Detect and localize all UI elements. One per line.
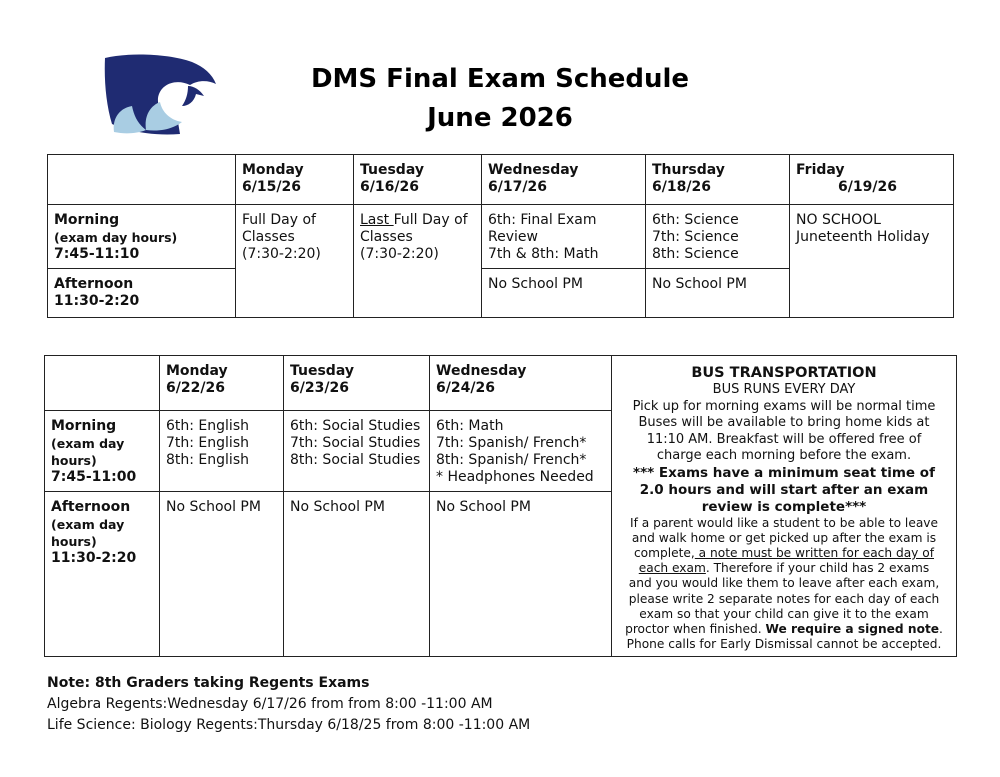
week2-day-header: Tuesday 6/23/26 [284,356,430,411]
week1-day-header: Wednesday 6/17/26 [482,155,646,205]
week1-schedule-table [47,154,954,318]
week1-day-header: Friday 6/19/26 [790,155,954,205]
week1-monday-cell: Full Day of Classes (7:30-2:20) [236,205,354,318]
notes-biology-line: Life Science: Biology Regents:Thursday 6/18/25 from 8:00 -11:00 AM [47,717,531,733]
week1-friday-cell: NO SCHOOL Juneteenth Holiday [790,205,954,318]
page-title: DMS Final Exam Schedule [310,64,690,94]
week1-wednesday-am-cell: 6th: Final Exam Review 7th & 8th: Math [482,205,646,269]
week2-tuesday-am-cell: 6th: Social Studies 7th: Social Studies 8th: Social Studies [284,410,430,491]
week1-tuesday-cell: Last Full Day of Classes (7:30-2:20) [354,205,482,318]
week2-monday-am-cell: 6th: English 7th: English 8th: English [160,410,284,491]
notes-algebra-line: Algebra Regents:Wednesday 6/17/26 from from 8:00 -11:00 AM [47,696,493,712]
notes-heading: Note: 8th Graders taking Regents Exams [47,675,370,691]
week2-monday-pm-cell: No School PM [160,492,284,657]
week2-morning-label: Morning (exam day hours) 7:45-11:00 [45,410,160,491]
week1-thursday-pm-cell: No School PM [646,269,790,318]
week1-wednesday-pm-cell: No School PM [482,269,646,318]
week2-afternoon-label: Afternoon (exam day hours) 11:30-2:20 [45,492,160,657]
week1-afternoon-label: Afternoon 11:30-2:20 [48,269,236,318]
week1-day-header: Monday 6/15/26 [236,155,354,205]
page-subtitle: June 2026 [427,103,573,133]
week2-tuesday-pm-cell: No School PM [284,492,430,657]
week2-wednesday-am-cell: 6th: Math 7th: Spanish/ French* 8th: Spanish/ French* * Headphones Needed [430,410,612,491]
week2-corner-cell [45,356,160,411]
week1-morning-label: Morning (exam day hours) 7:45-11:10 [48,205,236,269]
week1-thursday-am-cell: 6th: Science 7th: Science 8th: Science [646,205,790,269]
week1-day-header: Tuesday 6/16/26 [354,155,482,205]
week2-header-row [45,356,957,411]
week2-wednesday-pm-cell: No School PM [430,492,612,657]
regents-notes [47,673,530,736]
week2-schedule-table [44,355,957,657]
week1-day-header: Thursday 6/18/26 [646,155,790,205]
week1-morning-row [48,205,954,269]
week2-day-header: Wednesday 6/24/26 [430,356,612,411]
week1-corner-cell [48,155,236,205]
bus-transportation-panel: BUS TRANSPORTATION BUS RUNS EVERY DAY Pick up for morning exams will be normal time Buses will be available to bring home kids at 11:10 AM. Breakfast will be offered free of charge each morning before the exam. *** Exams have a minimum seat time of 2.0 hours and will start after an exam review is complete*** If a parent would like a student to be able to leave and walk home or get picked up after the exam is complete, a note must be written for each day of each exam. Therefore if your child has 2 exams and you would like them to leave after each exam, please write 2 separate notes for each day of each exam so that your child can give it to the exam proctor when finished. We require a signed note. Phone calls for Early Dismissal cannot be accepted. [612,356,957,657]
week1-header-row [48,155,954,205]
week2-day-header: Monday 6/22/26 [160,356,284,411]
bus-title: BUS TRANSPORTATION [691,365,877,381]
